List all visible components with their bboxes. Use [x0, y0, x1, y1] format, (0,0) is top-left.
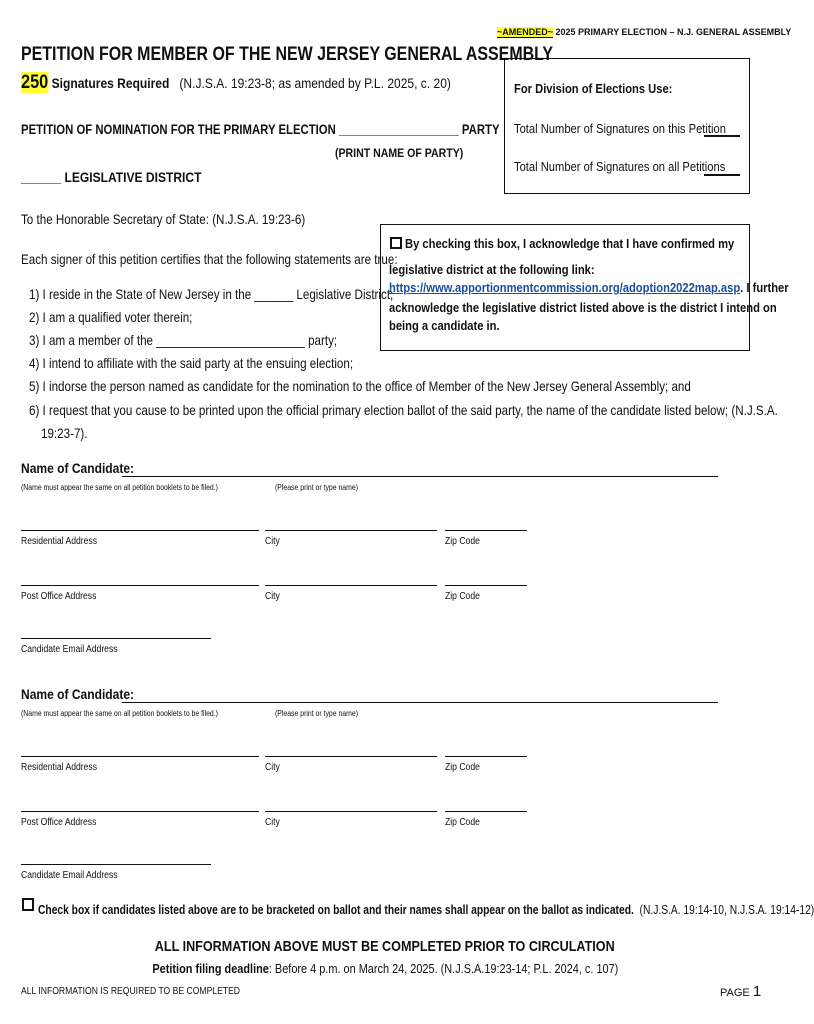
- statement-6: 6) I request that you cause to be printed upon the official primary election ballot of the said party, the name of the candidate listed below; (N.J.S.A.: [29, 402, 778, 418]
- zip-label: Zip Code: [445, 536, 480, 547]
- candidate-2-name-input[interactable]: [122, 702, 718, 703]
- statement-6-cont: 19:23-7).: [41, 425, 88, 441]
- post-zip-2-label: Zip Code: [445, 817, 480, 828]
- signature-count: 250: [21, 72, 49, 93]
- post-zip-input[interactable]: [445, 585, 527, 586]
- party-note: (PRINT NAME OF PARTY): [335, 146, 464, 160]
- city-2-input[interactable]: [265, 756, 437, 757]
- post-office-address-label: Post Office Address: [21, 591, 97, 602]
- amended-header: [497, 27, 791, 38]
- statement-2: 2) I am a qualified voter therein;: [29, 309, 193, 325]
- signatures-required: [21, 72, 451, 94]
- candidate-name-note: (Name must appear the same on all petition booklets to be filed.): [21, 483, 218, 492]
- bracket-checkbox[interactable]: [22, 898, 34, 911]
- email-input[interactable]: [21, 638, 211, 639]
- statement-4: 4) I intend to affiliate with the said party at the ensuing election;: [29, 355, 354, 371]
- post-city-2-input[interactable]: [265, 811, 437, 812]
- division-box-title: For Division of Elections Use:: [514, 81, 673, 96]
- circulation-notice-row: [0, 938, 770, 956]
- acknowledge-line5: being a candidate in.: [389, 318, 500, 333]
- residential-address-label: Residential Address: [21, 536, 98, 547]
- candidate-2-name-label: Name of Candidate:: [21, 686, 135, 702]
- candidate-print-note: (Please print or type name): [275, 483, 358, 492]
- certify-line: Each signer of this petition certifies that the following statements are true:: [21, 251, 398, 267]
- division-line-this[interactable]: [704, 135, 740, 137]
- nomination-line: PETITION OF NOMINATION FOR THE PRIMARY ELECTION ___________________ PARTY: [21, 121, 500, 137]
- division-row-this: Total Number of Signatures on this Petition: [514, 121, 726, 136]
- candidate-name-input[interactable]: [122, 476, 718, 477]
- statement-1: 1) I reside in the State of New Jersey in the ______ Legislative District;: [29, 286, 394, 302]
- deadline-text: : Before 4 p.m. on March 24, 2025. (N.J.S.A.19:23-14; P.L. 2024, c. 107): [268, 961, 618, 976]
- division-line-all[interactable]: [704, 174, 740, 176]
- secretary-line: To the Honorable Secretary of State: (N.J.S.A. 19:23-6): [21, 211, 306, 227]
- acknowledge-further: . I further: [740, 280, 789, 295]
- post-city-2-label: City: [265, 817, 280, 828]
- page-title: PETITION FOR MEMBER OF THE NEW JERSEY GENERAL ASSEMBLY: [21, 44, 554, 65]
- email-2-label: Candidate Email Address: [21, 870, 118, 881]
- page-number: [720, 983, 761, 1000]
- post-office-address-2-label: Post Office Address: [21, 817, 97, 828]
- residential-address-2-input[interactable]: [21, 756, 259, 757]
- post-city-label: City: [265, 591, 280, 602]
- post-city-input[interactable]: [265, 585, 437, 586]
- required-notice: ALL INFORMATION IS REQUIRED TO BE COMPLETED: [21, 986, 241, 997]
- circulation-notice: ALL INFORMATION ABOVE MUST BE COMPLETED PRIOR TO CIRCULATION: [155, 938, 615, 955]
- city-2-label: City: [265, 762, 280, 773]
- bracket-citation: (N.J.S.A. 19:14-10, N.J.S.A. 19:14-12): [639, 902, 814, 917]
- zip-input[interactable]: [445, 530, 527, 531]
- statement-5: 5) I indorse the person named as candidate for the nomination to the office of Member of the New Jersey General Assembly; and: [29, 378, 691, 394]
- post-office-address-2-input[interactable]: [21, 811, 259, 812]
- signature-citation: (N.J.S.A. 19:23-8; as amended by P.L. 2025, c. 20): [179, 75, 451, 91]
- city-input[interactable]: [265, 530, 437, 531]
- statement-3: 3) I am a member of the _______________________ party;: [29, 332, 338, 348]
- candidate-2-name-note: (Name must appear the same on all petition booklets to be filed.): [21, 709, 218, 718]
- deadline-line: [152, 961, 618, 976]
- acknowledge-line1: By checking this box, I acknowledge that I have confirmed my: [405, 236, 735, 251]
- city-label: City: [265, 536, 280, 547]
- post-zip-label: Zip Code: [445, 591, 480, 602]
- header-election: 2025 PRIMARY ELECTION – N.J. GENERAL ASSEMBLY: [553, 27, 792, 37]
- residential-address-2-label: Residential Address: [21, 762, 98, 773]
- amended-tag: ~AMENDED~: [497, 27, 554, 37]
- acknowledge-line4: acknowledge the legislative district listed above is the district I intend on: [389, 300, 777, 315]
- bracket-line: [38, 902, 814, 917]
- apportionment-link[interactable]: https://www.apportionmentcommission.org/adoption2022map.asp: [389, 280, 741, 295]
- division-row-all: Total Number of Signatures on all Petitions: [514, 159, 726, 174]
- page-label: PAGE: [720, 987, 750, 999]
- candidate-name-label: Name of Candidate:: [21, 460, 135, 476]
- post-zip-2-input[interactable]: [445, 811, 527, 812]
- bracket-text: Check box if candidates listed above are to be bracketed on ballot and their names shall appear on the ballot as indicated.: [38, 902, 634, 917]
- legislative-district: ______ LEGISLATIVE DISTRICT: [21, 169, 202, 185]
- residential-address-input[interactable]: [21, 530, 259, 531]
- email-2-input[interactable]: [21, 864, 211, 865]
- page-num: 1: [752, 983, 762, 1000]
- signature-label: Signatures Required: [51, 75, 170, 91]
- acknowledge-line3: [389, 280, 789, 295]
- deadline-row: [0, 960, 770, 978]
- zip-2-input[interactable]: [445, 756, 527, 757]
- acknowledge-line2: legislative district at the following link:: [389, 262, 595, 277]
- email-label: Candidate Email Address: [21, 644, 118, 655]
- zip-2-label: Zip Code: [445, 762, 480, 773]
- deadline-label: Petition filing deadline: [152, 961, 269, 976]
- acknowledge-checkbox[interactable]: [390, 237, 402, 249]
- post-office-address-input[interactable]: [21, 585, 259, 586]
- candidate-2-print-note: (Please print or type name): [275, 709, 358, 718]
